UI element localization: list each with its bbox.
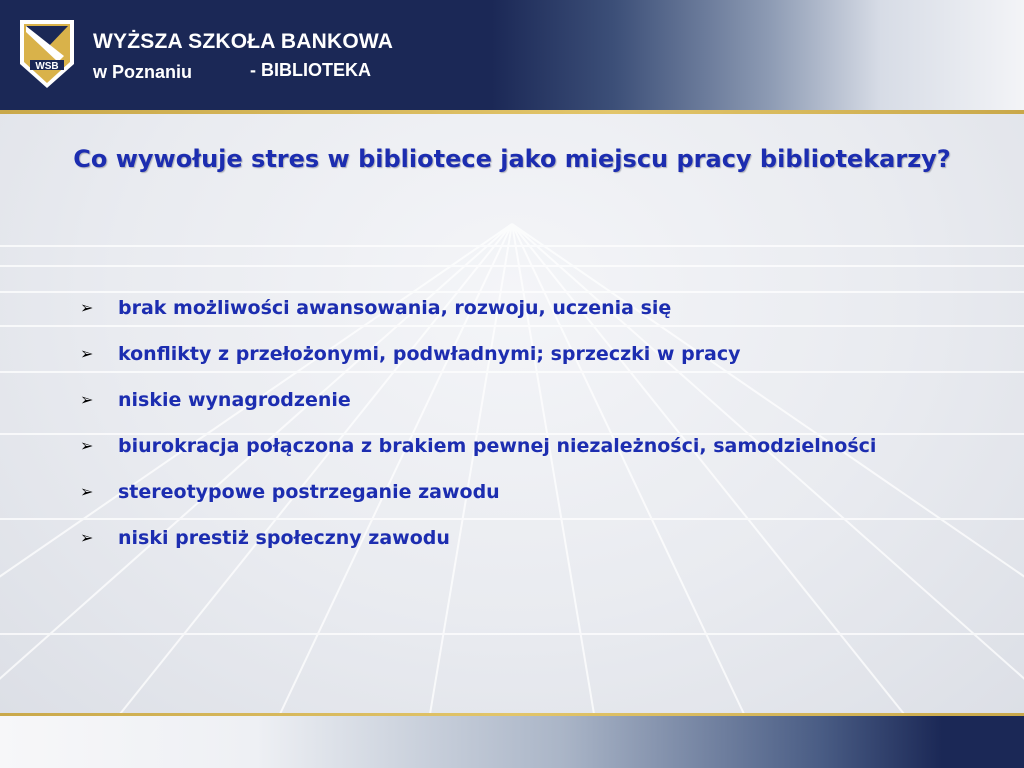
bullet-item [80,292,900,324]
bullet-text: konflikty z przełożonymi, podwładnymi; sprzeczki w pracy [118,343,741,365]
arrowhead-bullet-icon: ➢ [80,390,94,409]
footer-bar [0,716,1024,768]
slide-title: Co wywołuje stres w bibliotece jako miejscu pracy bibliotekarzy? [73,145,951,173]
arrowhead-bullet-icon: ➢ [80,482,94,501]
arrowhead-bullet-icon: ➢ [80,528,94,547]
arrowhead-bullet-icon: ➢ [80,344,94,363]
bullet-text: biurokracja połączona z brakiem pewnej niezależności, samodzielności [118,435,877,457]
school-city: w Poznaniu [93,62,192,82]
bullet-text: stereotypowe postrzeganie zawodu [118,481,500,503]
arrowhead-bullet-icon: ➢ [80,436,94,455]
bullet-item [80,384,900,416]
bullet-text: niskie wynagrodzenie [118,389,351,411]
logo-text: WSB [35,61,59,72]
arrowhead-bullet-icon: ➢ [80,298,94,317]
bullet-item [80,522,900,554]
school-name: WYŻSZA SZKOŁA BANKOWA [93,30,394,53]
school-department: - BIBLIOTEKA [250,60,371,80]
bullet-text: niski prestiż społeczny zawodu [118,527,450,549]
bullet-list [80,292,900,568]
wsb-shield-logo-icon [18,18,76,90]
header-bar [0,0,1024,110]
bullet-item [80,476,900,508]
bullet-item [80,338,900,370]
bullet-text: brak możliwości awansowania, rozwoju, uczenia się [118,297,672,319]
bullet-item [80,430,900,462]
